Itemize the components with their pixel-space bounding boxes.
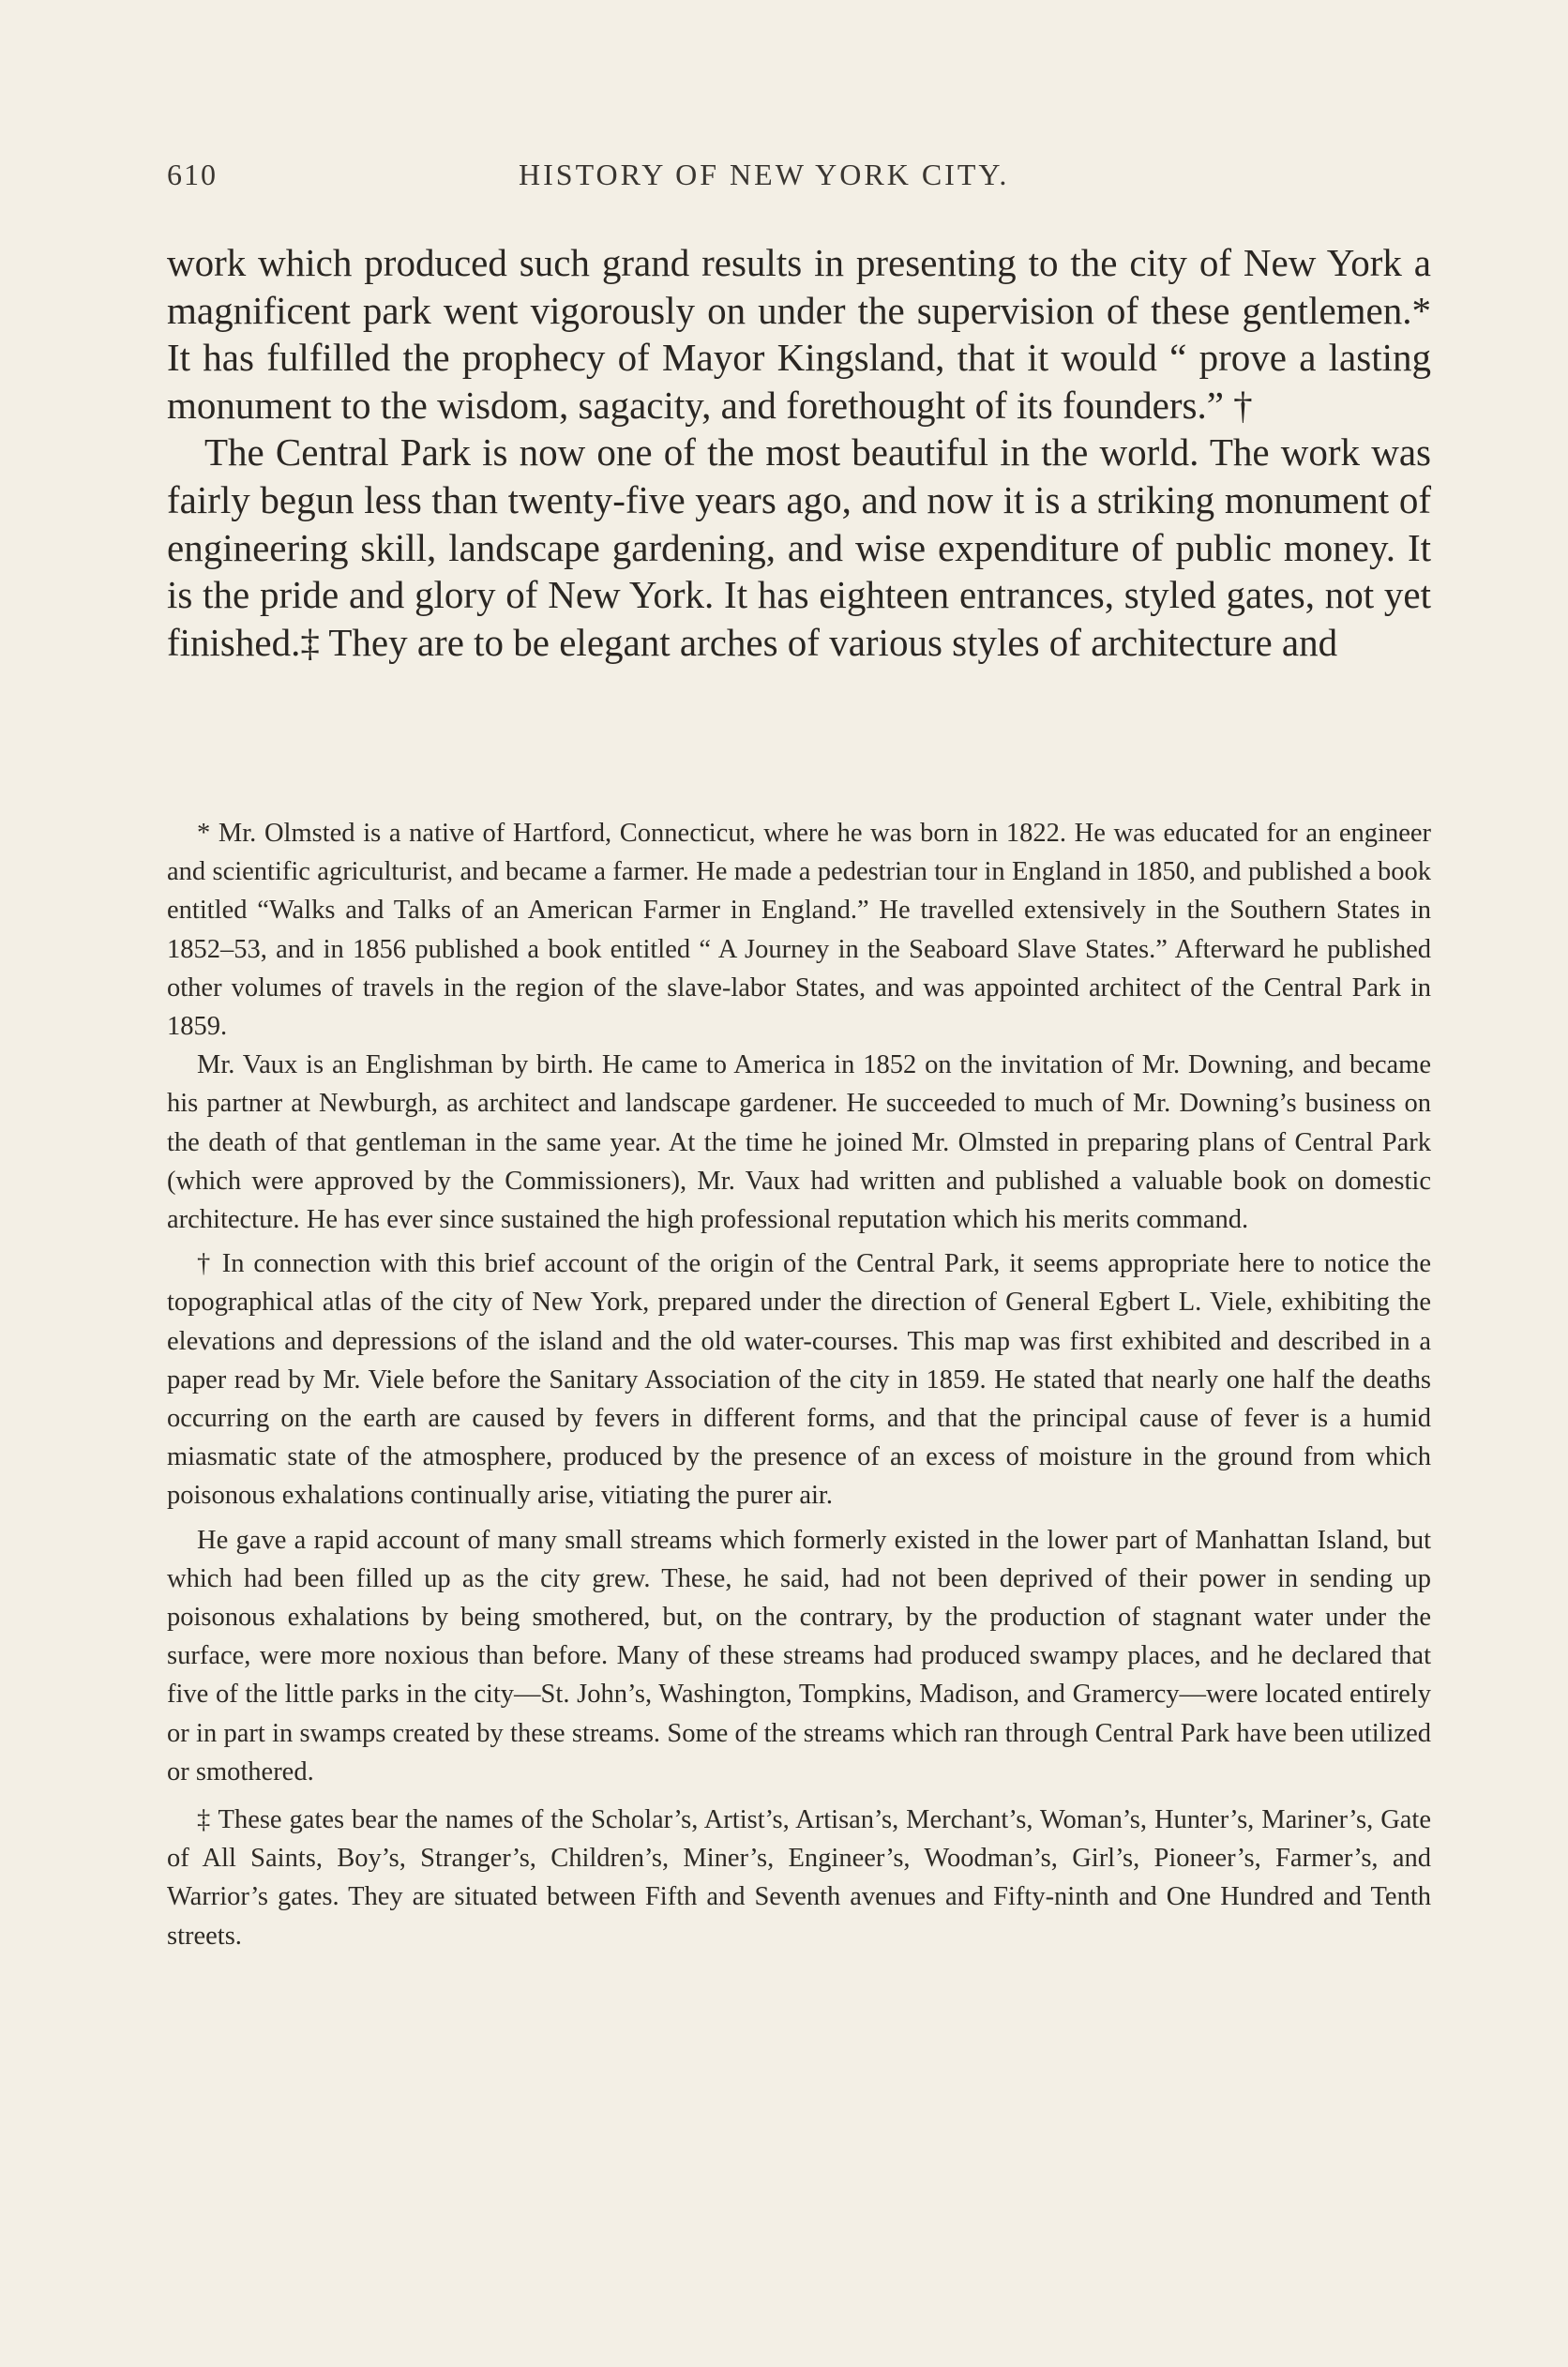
footnote-viele-streams: He gave a rapid account of many small streams which formerly existed in the lower part of Manhattan Island, but which had been filled up as the city grew. These, he said, had not been deprived of their power in sending up poisonous exhalations by being smothered, but, on the contrary, by the production of stagnant water under the surface, were more noxious than before. Many of these streams had produced swampy places, and he declared that five of the little parks in the city—St. John’s, Washington, Tompkins, Madison, and Gramercy—were located entirely or in part in swamps created by these streams. Some of the streams which ran through Central Park have been utilized or smothered. (167, 1525, 1431, 1787)
footnote-gates: ‡ These gates bear the names of the Scholar’s, Artist’s, Artisan’s, Merchant’s, Woman’s, Hunter’s, Mariner’s, Gate of All Saints, Boy’s, Stranger’s, Children’s, Miner’s, Engineer’s, Woodman’s, Girl’s, Pioneer’s, Farmer’s, and Warrior’s gates. They are situated between Fifth and Seventh avenues and Fifty-ninth and One Hundred and Tenth streets. (167, 1805, 1431, 1951)
page-header (167, 158, 1433, 199)
footnote-vaux: Mr. Vaux is an Englishman by birth. He came to America in 1852 on the invitation of Mr. Downing, and became his partner at Newburgh, as architect and landscape gardener. He succeeded to much of Mr. Downing’s business on the death of that gentleman in the same year. At the time he joined Mr. Olmsted in preparing plans of Central Park (which were approved by the Commissioners), Mr. Vaux had written and published a valuable book on domestic architecture. He has ever since sustained the high professional reputation which his merits command. (167, 1050, 1431, 1235)
page-number: 610 (167, 158, 218, 191)
main-text (167, 239, 1431, 666)
footnote-olmsted: * Mr. Olmsted is a native of Hartford, Connecticut, where he was born in 1822. He was educated for an engineer and scientific agriculturist, and became a farmer. He made a pedestrian tour in England in 1850, and published a book entitled “Walks and Talks of an American Farmer in England.” He travelled extensively in the Southern States in 1852–53, and in 1856 published a book entitled “ A Journey in the Seaboard Slave States.” Afterward he published other volumes of travels in the region of the slave-labor States, and was appointed architect of the Central Park in 1859. (167, 819, 1431, 1042)
footnotes (167, 814, 1431, 1955)
running-head: HISTORY OF NEW YORK CITY. (519, 158, 1010, 191)
body-paragraph-2: The Central Park is now one of the most beautiful in the world. The work was fairly begun less than twenty-five years ago, and now it is a striking monument of engineering skill, landscape gardening, and wise expenditure of public money. It is the pride and glory of New York. It has eighteen entrances, styled gates, not yet finished.‡ They are to be elegant arches of various styles of architecture and (167, 430, 1431, 664)
body-paragraph-1: work which produced such grand results in presenting to the city of New York a magnificent park went vigorously on under the supervision of these gentlemen.* It has fulfilled the prophecy of Mayor Kingsland, that it would “ prove a lasting monument to the wisdom, sagacity, and forethought of its founders.” † (167, 241, 1431, 427)
footnote-viele-atlas: † In connection with this brief account of the origin of the Central Park, it seems appropriate here to notice the topographical atlas of the city of New York, prepared under the direction of General Egbert L. Viele, exhibiting the elevations and depressions of the island and the old water-courses. This map was first exhibited and described in a paper read by Mr. Viele before the Sanitary Association of the city in 1859. He stated that nearly one half the deaths occurring on the earth are caused by fevers in different forms, and that the principal cause of fever is a humid miasmatic state of the atmosphere, produced by the presence of an excess of moisture in the ground from which poisonous exhalations continually arise, vitiating the purer air. (167, 1249, 1431, 1511)
